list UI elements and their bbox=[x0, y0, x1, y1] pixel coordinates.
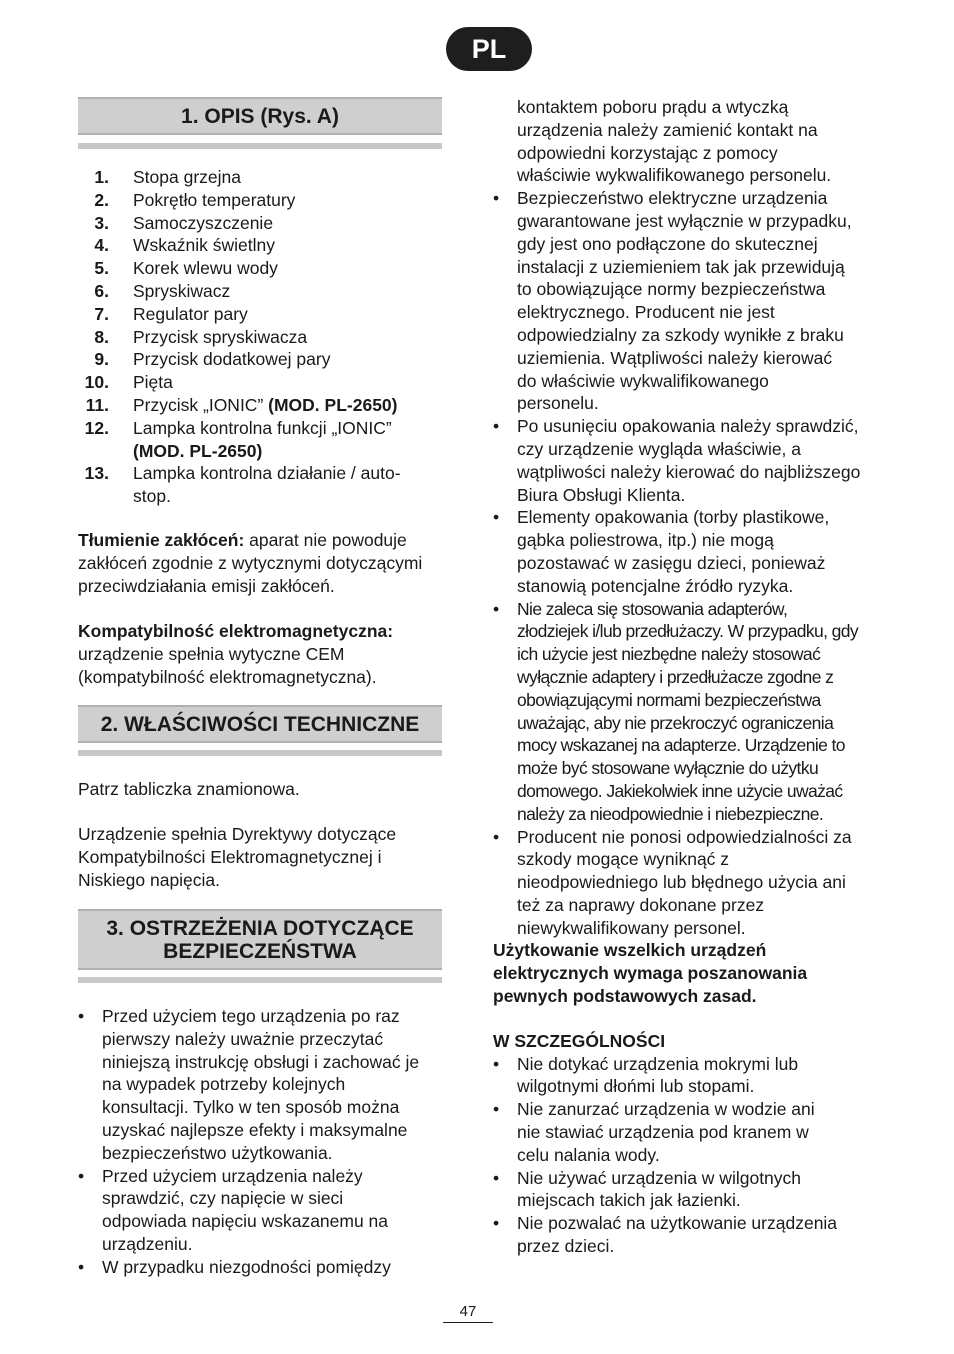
safety-list-left bbox=[78, 1005, 430, 1279]
item-number: 4. bbox=[94, 235, 109, 256]
item-text: Spryskiwacz bbox=[133, 280, 231, 301]
list-item bbox=[78, 234, 443, 257]
list-item bbox=[78, 326, 443, 349]
item-number: 3. bbox=[94, 212, 109, 233]
section3-title-line1: 3. OSTRZEŻENIA DOTYCZĄCE bbox=[106, 917, 414, 940]
page-number: 47 bbox=[443, 1302, 493, 1323]
item-number: 2. bbox=[94, 189, 109, 210]
list-item bbox=[78, 394, 443, 417]
language-badge: PL bbox=[446, 27, 532, 71]
emc-text: urządzenie spełnia wytyczne CEM (kompatybilność elektromagnetyczna). bbox=[78, 643, 377, 687]
model-tag: (MOD. PL-2650) bbox=[133, 440, 263, 461]
item-number: 1. bbox=[94, 167, 109, 187]
section2-title: 2. WŁAŚCIWOŚCI TECHNICZNE bbox=[100, 713, 420, 736]
item-number: 8. bbox=[94, 326, 109, 347]
item-text: Korek wlewu wody bbox=[133, 258, 278, 279]
particular-heading: W SZCZEGÓLNOŚCI bbox=[493, 1030, 666, 1051]
list-item: • Nie używać urządzenia w wilgotnych miejscach takich jak łazienki. bbox=[493, 1167, 837, 1213]
section3-rule bbox=[78, 977, 442, 983]
item-text: Lampka kontrolna działanie / auto-stop. bbox=[133, 463, 401, 507]
list-item bbox=[78, 371, 443, 394]
item-text: Pięta bbox=[133, 372, 173, 393]
list-item bbox=[78, 166, 443, 189]
item-number: 12. bbox=[84, 417, 109, 438]
parts-list bbox=[78, 166, 443, 508]
safety-list-right bbox=[493, 187, 863, 939]
item-text: Przycisk spryskiwacza bbox=[133, 326, 308, 347]
section1-heading bbox=[78, 97, 442, 135]
list-item bbox=[78, 280, 443, 303]
list-item bbox=[78, 348, 443, 371]
particular-list bbox=[493, 1053, 863, 1258]
item-number: 9. bbox=[94, 349, 109, 370]
usage-notice: Użytkowanie wszelkich urządzeń elektrycznych wymaga poszanowania pewnych podstawowych zasad. bbox=[493, 940, 808, 1007]
right-column bbox=[493, 96, 863, 1258]
item-text: Wskaźnik świetlny bbox=[133, 235, 275, 256]
section3-heading bbox=[78, 909, 442, 970]
item-text: Stopa grzejna bbox=[133, 167, 241, 187]
item-text: Samoczyszczenie bbox=[133, 212, 274, 233]
item-number: 11. bbox=[85, 394, 109, 415]
list-item: • Po usunięciu opakowania należy sprawdzić, czy urządzenie wygląda właściwie, a wątpliwości należy kierować do najbliższego Biura Obsługi Klienta. bbox=[493, 415, 862, 506]
list-item: • Bezpieczeństwo elektryczne urządzenia gwarantowane jest wyłącznie w przypadku, gdy jest ono podłączone do skutecznej instalacji z uziemieniem tak jak przewidują to obowiązujące normy bezpieczeństwa elektrycznego. Producent nie jest odpowiedzialny za szkody wynikłe z braku uziemienia. Wątpliwości należy kierować do właściwie wykwalifikowanego personelu. bbox=[493, 187, 852, 415]
item-text bbox=[133, 417, 443, 463]
item-text: Regulator pary bbox=[133, 303, 248, 324]
list-item bbox=[78, 417, 443, 463]
emc-paragraph bbox=[78, 620, 448, 688]
item-text bbox=[133, 394, 443, 417]
section1-rule bbox=[78, 143, 442, 149]
section2-rule bbox=[78, 750, 442, 756]
item-text: Pokrętło temperatury bbox=[133, 189, 296, 210]
list-item bbox=[78, 303, 443, 326]
list-item: • Przed użyciem urządzenia należy sprawdzić, czy napięcie w sieci odpowiada napięciu wskazanemu na urządzeniu. bbox=[78, 1165, 430, 1256]
section1-title: 1. OPIS (Rys. A) bbox=[181, 105, 339, 128]
item-number: 7. bbox=[94, 303, 109, 324]
list-item: • W przypadku niezgodności pomiędzy bbox=[78, 1256, 430, 1279]
list-item: • Nie dotykać urządzenia mokrymi lub wilgotnymi dłońmi lub stopami. bbox=[493, 1053, 827, 1099]
continuation-text: kontaktem poboru prądu a wtyczką urządzenia należy zamienić kontakt na odpowiedni korzystając z pomocy właściwie wykwalifikowanego personelu. bbox=[517, 97, 832, 186]
section3-title-line2: BEZPIECZEŃSTWA bbox=[163, 940, 357, 963]
item-text-main: Przycisk „IONIC” bbox=[133, 394, 264, 415]
interference-label: Tłumienie zakłóceń: bbox=[78, 530, 245, 550]
item-number: 5. bbox=[94, 258, 109, 279]
item-text-main: Lampka kontrolna funkcji „IONIC” bbox=[133, 417, 392, 438]
list-item: • Nie zanurzać urządzenia w wodzie ani nie stawiać urządzenia pod kranem w celu nalania wody. bbox=[493, 1098, 837, 1166]
model-tag: (MOD. PL-2650) bbox=[268, 394, 398, 415]
list-item bbox=[78, 212, 443, 235]
item-number: 13. bbox=[84, 463, 109, 484]
list-item: • Przed użyciem tego urządzenia po raz pierwszy należy uważnie przeczytać niniejszą instrukcję obsługi i zachować je na wypadek potrzeby kolejnych konsultacji. Tylko w ten sposób można uzyskać najlepsze efekty i maksymalne bezpieczeństwo użytkowania. bbox=[78, 1005, 430, 1165]
directives-text: Urządzenie spełnia Dyrektywy dotyczące Kompatybilności Elektromagnetycznej i Niskiego napięcia. bbox=[78, 824, 397, 890]
section2-heading bbox=[78, 705, 442, 743]
list-item: • Producent nie ponosi odpowiedzialności za szkody mogące wyniknąć z nieodpowiedniego lub błędnego użycia ani też za naprawy dokonane przez niewykwalifikowany personel. bbox=[493, 826, 862, 940]
item-text: Przycisk dodatkowej pary bbox=[133, 349, 331, 370]
interference-text: aparat nie powoduje zakłóceń zgodnie z wytycznymi dotyczącymi przeciwdziałania emisji zakłóceń. bbox=[78, 530, 423, 596]
list-item bbox=[78, 189, 443, 212]
rating-plate-text: Patrz tabliczka znamionowa. bbox=[78, 779, 300, 799]
list-item: • Elementy opakowania (torby plastikowe, gąbka poliestrowa, itp.) nie mogą pozostawać w zasięgu dzieci, ponieważ stanowią potencjalne źródło ryzyka. bbox=[493, 506, 862, 597]
interference-paragraph bbox=[78, 529, 448, 597]
emc-label: Kompatybilność elektromagnetyczna: bbox=[78, 621, 394, 641]
list-item bbox=[78, 257, 443, 280]
item-number: 10. bbox=[84, 372, 109, 393]
item-number: 6. bbox=[94, 280, 109, 301]
list-item bbox=[78, 462, 443, 508]
list-item: • Nie zaleca się stosowania adapterów, złodziejek i/lub przedłużaczy. W przypadku, gdy ich użycie jest niezbędne należy stosować wyłącznie adaptery i przedłużacze zgodne z obowiązującymi normami bezpieczeństwa uważając, aby nie przekroczyć ograniczenia mocy wskazanej na adapterze. Urządzenie to może być stosowane wyłącznie do użytku domowego. Jakiekolwiek inne użycie uważać należy za nieodpowiednie i niebezpieczne. bbox=[493, 598, 862, 826]
list-item: • Nie pozwalać na użytkowanie urządzenia przez dzieci. bbox=[493, 1212, 862, 1258]
